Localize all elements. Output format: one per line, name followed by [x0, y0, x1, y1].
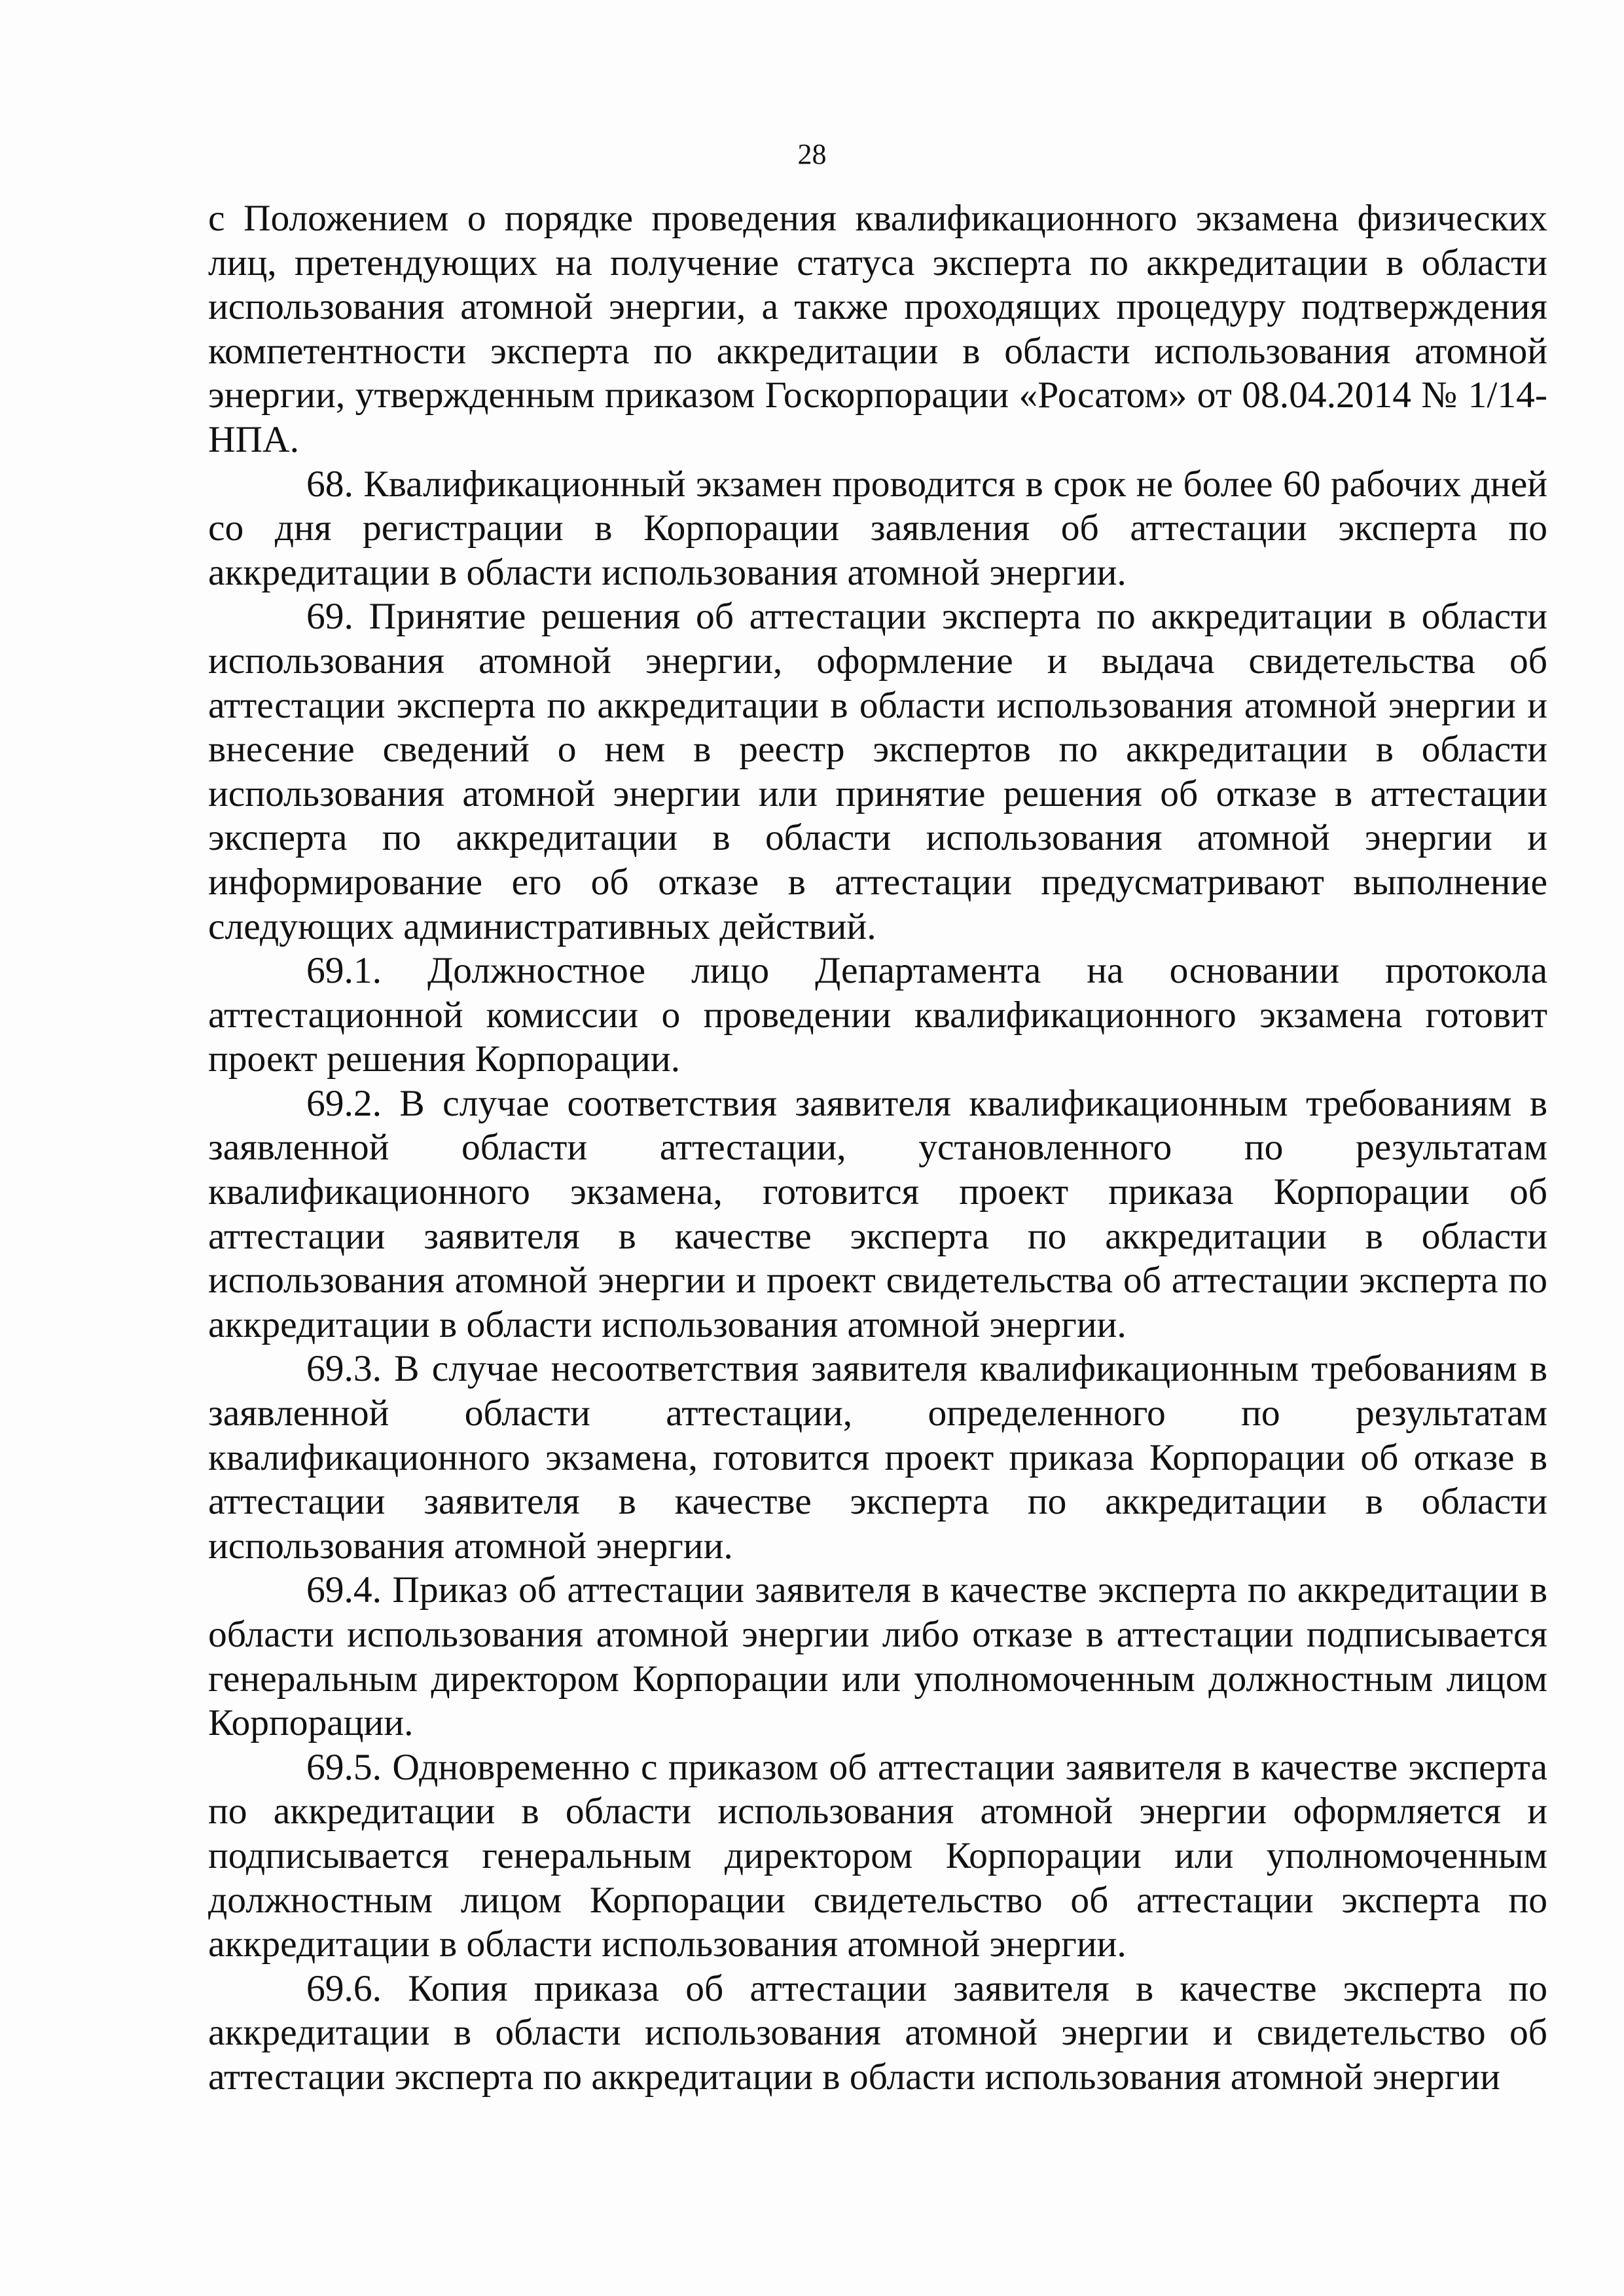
- paragraph-69-5: 69.5. Одновременно с приказом об аттестации заявителя в качестве эксперта по аккредитации в области использования атомной энергии оформляется и подписывается генеральным директором Корпорации или уполномоченным должностным лицом Корпорации свидетельство об аттестации эксперта по аккредитации в области использования атомной энергии.: [208, 1746, 1547, 1965]
- paragraph-69-6: 69.6. Копия приказа об аттестации заявителя в качестве эксперта по аккредитации в области использования атомной энергии и свидетельство об аттестации эксперта по аккредитации в области использования атомной энергии: [208, 1967, 1547, 2098]
- paragraph-continuation: с Положением о порядке проведения квалификационного экзамена физических лиц, претендующих на получение статуса эксперта по аккредитации в области использования атомной энергии, а также проходящих процедуру подтверждения компетентности эксперта по аккредитации в области использования атомной энергии, утвержденным приказом Госкорпорации «Росатом» от 08.04.2014 № 1/14-НПА.: [208, 198, 1547, 460]
- paragraph-69-2: 69.2. В случае соответствия заявителя квалификационным требованиям в заявленной области аттестации, установленного по результатам квалификационного экзамена, готовится проект приказа Корпорации об аттестации заявителя в качестве эксперта по аккредитации в области использования атомной энергии и проект свидетельства об аттестации эксперта по аккредитации в области использования атомной энергии.: [208, 1082, 1547, 1345]
- paragraph-69: 69. Принятие решения об аттестации эксперта по аккредитации в области использования атомной энергии, оформление и выдача свидетельства об аттестации эксперта по аккредитации в области использования атомной энергии и внесение сведений о нем в реестр экспертов по аккредитации в области использования атомной энергии или принятие решения об отказе в аттестации эксперта по аккредитации в области использования атомной энергии и информирование его об отказе в аттестации предусматривают выполнение следующих административных действий.: [208, 596, 1547, 947]
- paragraph-69-4: 69.4. Приказ об аттестации заявителя в качестве эксперта по аккредитации в области использования атомной энергии либо отказе в аттестации подписывается генеральным директором Корпорации или уполномоченным должностным лицом Корпорации.: [208, 1569, 1547, 1744]
- document-body: [208, 196, 1547, 2100]
- paragraph-69-1: 69.1. Должностное лицо Департамента на основании протокола аттестационной комиссии о проведении квалификационного экзамена готовит проект решения Корпорации.: [208, 950, 1547, 1080]
- page-number: 28: [797, 138, 827, 170]
- paragraph-69-3: 69.3. В случае несоответствия заявителя квалификационным требованиям в заявленной области аттестации, определенного по результатам квалификационного экзамена, готовится проект приказа Корпорации об отказе в аттестации заявителя в качестве эксперта по аккредитации в области использования атомной энергии.: [208, 1348, 1547, 1567]
- paragraph-68: 68. Квалификационный экзамен проводится в срок не более 60 рабочих дней со дня регистрации в Корпорации заявления об аттестации эксперта по аккредитации в области использования атомной энергии.: [208, 463, 1547, 593]
